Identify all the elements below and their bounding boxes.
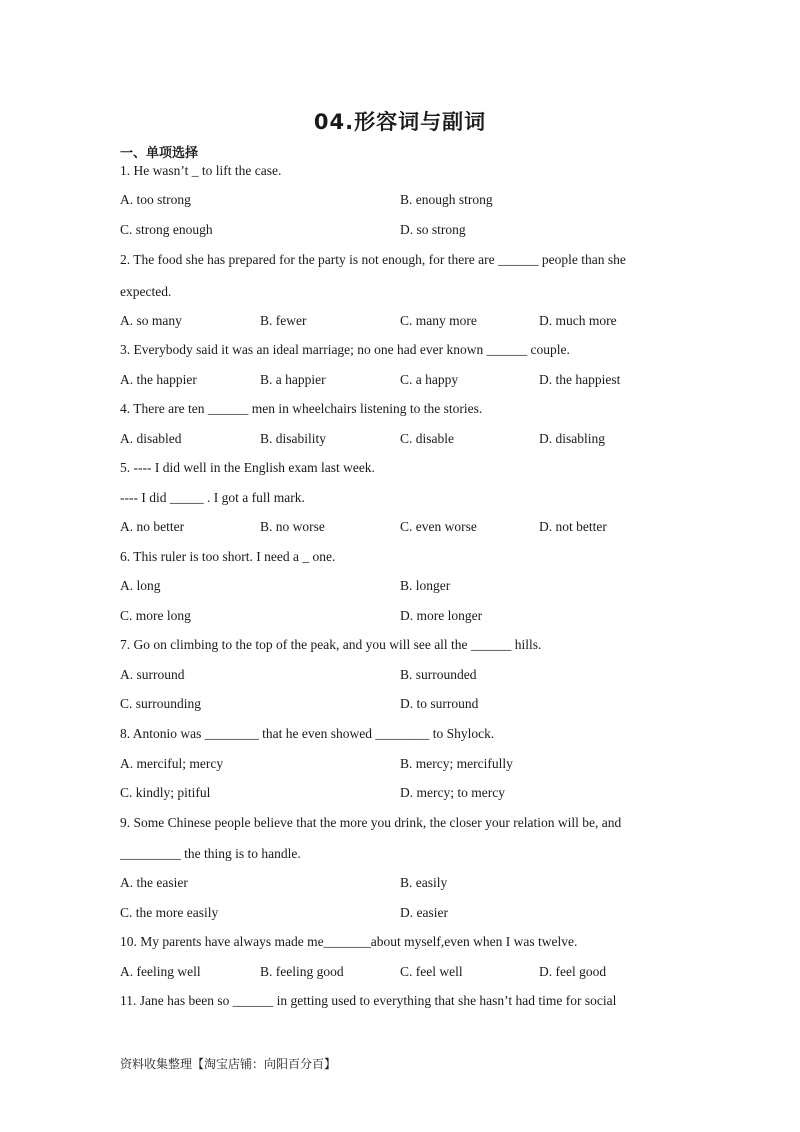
question-2-option-a: A. so many	[120, 313, 182, 328]
question-4-option-d: D. disabling	[539, 431, 605, 446]
question-9-stem: 9. Some Chinese people believe that the more you drink, the closer your relation will be, and	[120, 815, 622, 830]
page-footer: 资料收集整理【淘宝店铺：向阳百分百】	[120, 1057, 337, 1071]
question-8-option-b: B. mercy; mercifully	[400, 756, 513, 771]
question-8-option-d: D. mercy; to mercy	[400, 785, 505, 800]
question-4-stem: 4. There are ten ______ men in wheelchairs listening to the stories.	[120, 401, 483, 416]
question-7-option-d: D. to surround	[400, 696, 479, 711]
question-9-option-a: A. the easier	[120, 875, 188, 890]
question-10-option-c: C. feel well	[400, 964, 463, 979]
question-8-option-a: A. merciful; mercy	[120, 756, 224, 771]
question-10-option-a: A. feeling well	[120, 964, 201, 979]
question-5-option-a: A. no better	[120, 519, 185, 534]
question-2-option-b: B. fewer	[260, 313, 307, 328]
question-4-option-a: A. disabled	[120, 431, 182, 446]
page-title: 04.形容词与副词	[313, 110, 487, 134]
question-2-option-c: C. many more	[400, 313, 477, 328]
question-5-stem-continued: ---- I did _____ . I got a full mark.	[120, 490, 305, 505]
question-6-option-a: A. long	[120, 578, 161, 593]
question-2-stem: 2. The food she has prepared for the party is not enough, for there are ______ people than she	[120, 252, 626, 267]
question-11-stem: 11. Jane has been so ______ in getting used to everything that she hasn’t had time for social	[120, 993, 617, 1008]
question-5-stem: 5. ---- I did well in the English exam last week.	[120, 460, 375, 475]
question-1-option-c: C. strong enough	[120, 222, 213, 237]
question-5-option-d: D. not better	[539, 519, 607, 534]
question-2-option-d: D. much more	[539, 313, 617, 328]
question-7-option-c: C. surrounding	[120, 696, 201, 711]
question-10-stem: 10. My parents have always made me_______about myself,even when I was twelve.	[120, 934, 578, 949]
question-5-option-b: B. no worse	[260, 519, 325, 534]
question-9-stem-continued: _________ the thing is to handle.	[120, 846, 301, 861]
question-6-option-d: D. more longer	[400, 608, 483, 623]
question-1-stem: 1. He wasn’t _ to lift the case.	[120, 163, 282, 178]
question-6-stem: 6. This ruler is too short. I need a _ one.	[120, 549, 336, 564]
section-heading: 一、单项选择	[120, 146, 199, 161]
question-5-option-c: C. even worse	[400, 519, 477, 534]
question-1-option-a: A. too strong	[120, 192, 191, 207]
question-8-option-c: C. kindly; pitiful	[120, 785, 211, 800]
question-6-option-c: C. more long	[120, 608, 191, 623]
question-10-option-b: B. feeling good	[260, 964, 344, 979]
question-4-option-b: B. disability	[260, 431, 327, 446]
question-10-option-d: D. feel good	[539, 964, 607, 979]
question-4-option-c: C. disable	[400, 431, 454, 446]
question-9-option-d: D. easier	[400, 905, 448, 920]
question-8-stem: 8. Antonio was ________ that he even showed ________ to Shylock.	[120, 726, 495, 741]
question-7-option-a: A. surround	[120, 667, 185, 682]
question-7-option-b: B. surrounded	[400, 667, 477, 682]
question-6-option-b: B. longer	[400, 578, 451, 593]
question-3-option-d: D. the happiest	[539, 372, 621, 387]
question-3-option-b: B. a happier	[260, 372, 326, 387]
question-7-stem: 7. Go on climbing to the top of the peak, and you will see all the ______ hills.	[120, 637, 542, 652]
question-2-stem-continued: expected.	[120, 284, 172, 299]
question-9-option-b: B. easily	[400, 875, 448, 890]
question-3-option-c: C. a happy	[400, 372, 459, 387]
question-1-option-d: D. so strong	[400, 222, 466, 237]
question-3-option-a: A. the happier	[120, 372, 197, 387]
question-3-stem: 3. Everybody said it was an ideal marriage; no one had ever known ______ couple.	[120, 342, 570, 357]
question-9-option-c: C. the more easily	[120, 905, 219, 920]
question-1-option-b: B. enough strong	[400, 192, 493, 207]
